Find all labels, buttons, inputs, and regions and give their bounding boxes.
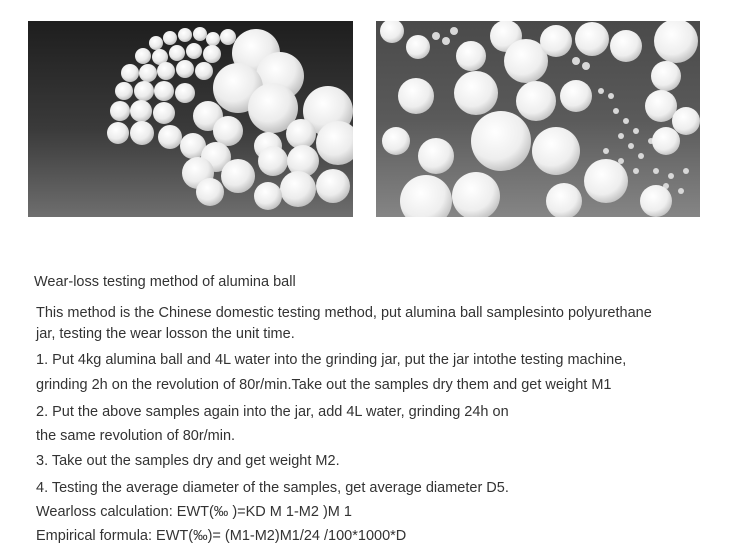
step-line: the same revolution of 80r/min.: [36, 428, 236, 444]
step-line: 2. Put the above samples again into the jar, add 4L water, grinding 24h on: [36, 404, 509, 420]
section-title: Wear-loss testing method of alumina ball: [34, 274, 296, 290]
step-line: 4. Testing the average diameter of the samples, get average diameter D5.: [36, 480, 509, 496]
step-line: 3. Take out the samples dry and get weight M2.: [36, 453, 340, 469]
paragraph-line: jar, testing the wear losson the unit time.: [36, 326, 295, 342]
formula-line: Wearloss calculation: EWT(‰ )=KD M 1-M2 )M 1: [36, 504, 352, 520]
formula-line: Empirical formula: EWT(‰)= (M1-M2)M1/24 /100*1000*D: [36, 528, 407, 544]
step-line: 1. Put 4kg alumina ball and 4L water into the grinding jar, put the jar intothe testing machine,: [36, 352, 627, 368]
paragraph-line: This method is the Chinese domestic testing method, put alumina ball samplesinto polyurethane: [36, 305, 652, 321]
step-line: grinding 2h on the revolution of 80r/min.Take out the samples dry them and get weight M1: [36, 377, 612, 393]
